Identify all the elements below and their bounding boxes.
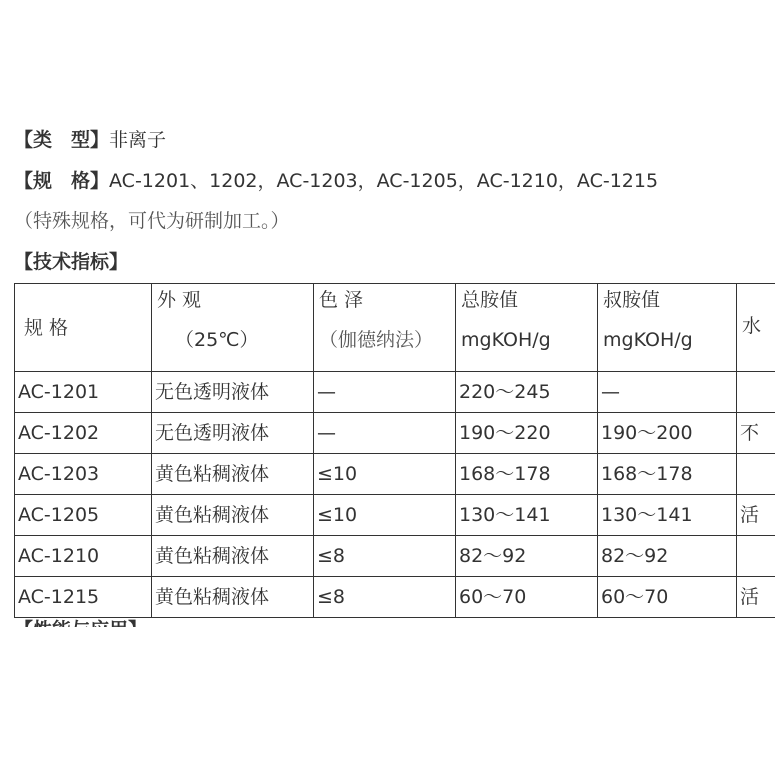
header-last-text: 水 [742, 315, 762, 337]
cell-color: — [314, 372, 456, 413]
header-last [737, 284, 775, 372]
tech-title: 【技术指标】 [14, 251, 129, 273]
cell-tertiary-amine: — [598, 372, 737, 413]
header-appearance-line1: 外 观 [157, 289, 202, 311]
cell-tertiary-amine: 190～200 [598, 413, 737, 454]
cell-total-amine: 190～220 [456, 413, 598, 454]
cell-last [737, 454, 775, 495]
cell-spec: AC-1215 [15, 577, 152, 618]
table-row [15, 413, 775, 454]
tech-table [14, 283, 775, 618]
cell-appearance: 黄色粘稠液体 [152, 536, 314, 577]
header-color [314, 284, 456, 372]
type-line [14, 128, 166, 152]
cell-spec: AC-1202 [15, 413, 152, 454]
table-row [15, 372, 775, 413]
cell-last [737, 372, 775, 413]
table-row [15, 536, 775, 577]
cell-last [737, 536, 775, 577]
cell-total-amine: 168～178 [456, 454, 598, 495]
header-color-line2: （伽德纳法） [319, 329, 434, 351]
spec-note: （特殊规格，可代为研制加工。） [14, 210, 290, 232]
cell-color: ≤8 [314, 536, 456, 577]
cell-spec: AC-1203 [15, 454, 152, 495]
cell-color: ≤8 [314, 577, 456, 618]
cell-tertiary-amine: 60～70 [598, 577, 737, 618]
next-section-heading-cut [14, 618, 147, 627]
cell-total-amine: 220～245 [456, 372, 598, 413]
header-tertiary-amine [598, 284, 737, 372]
cell-tertiary-amine: 82～92 [598, 536, 737, 577]
page-blank-area [0, 627, 750, 757]
header-total-amine [456, 284, 598, 372]
type-value: 非离子 [109, 129, 167, 151]
cell-total-amine: 130～141 [456, 495, 598, 536]
table-row [15, 454, 775, 495]
table-header-row [15, 284, 775, 372]
cell-appearance: 无色透明液体 [152, 372, 314, 413]
cell-tertiary-amine: 168～178 [598, 454, 737, 495]
header-tertiary-amine-line2: mgKOH/g [603, 329, 693, 351]
table-row [15, 495, 775, 536]
header-spec [15, 284, 152, 372]
spec-value: AC-1201、1202，AC-1203，AC-1205，AC-1210，AC-1215 [109, 170, 659, 192]
cell-tertiary-amine: 130～141 [598, 495, 737, 536]
cell-color: — [314, 413, 456, 454]
header-color-line1: 色 泽 [319, 289, 364, 311]
spec-label: 【规 格】 [14, 170, 110, 192]
cell-color: ≤10 [314, 495, 456, 536]
cell-appearance: 黄色粘稠液体 [152, 454, 314, 495]
cell-last: 不 [737, 413, 775, 454]
cell-appearance: 黄色粘稠液体 [152, 495, 314, 536]
tech-table-wrapper [14, 283, 762, 615]
cell-total-amine: 82～92 [456, 536, 598, 577]
header-total-amine-line2: mgKOH/g [461, 329, 551, 351]
header-tertiary-amine-line1: 叔胺值 [603, 289, 661, 311]
cell-appearance: 无色透明液体 [152, 413, 314, 454]
spec-line [14, 169, 658, 193]
table-row [15, 577, 775, 618]
type-label: 【类 型】 [14, 129, 110, 151]
cell-spec: AC-1210 [15, 536, 152, 577]
cell-total-amine: 60～70 [456, 577, 598, 618]
cell-spec: AC-1205 [15, 495, 152, 536]
header-appearance-line2: （25℃） [175, 329, 259, 351]
header-appearance [152, 284, 314, 372]
cell-last: 活 [737, 495, 775, 536]
header-total-amine-line1: 总胺值 [461, 289, 519, 311]
header-spec-text: 规 格 [24, 316, 69, 339]
cell-last: 活 [737, 577, 775, 618]
cell-color: ≤10 [314, 454, 456, 495]
cell-appearance: 黄色粘稠液体 [152, 577, 314, 618]
cell-spec: AC-1201 [15, 372, 152, 413]
